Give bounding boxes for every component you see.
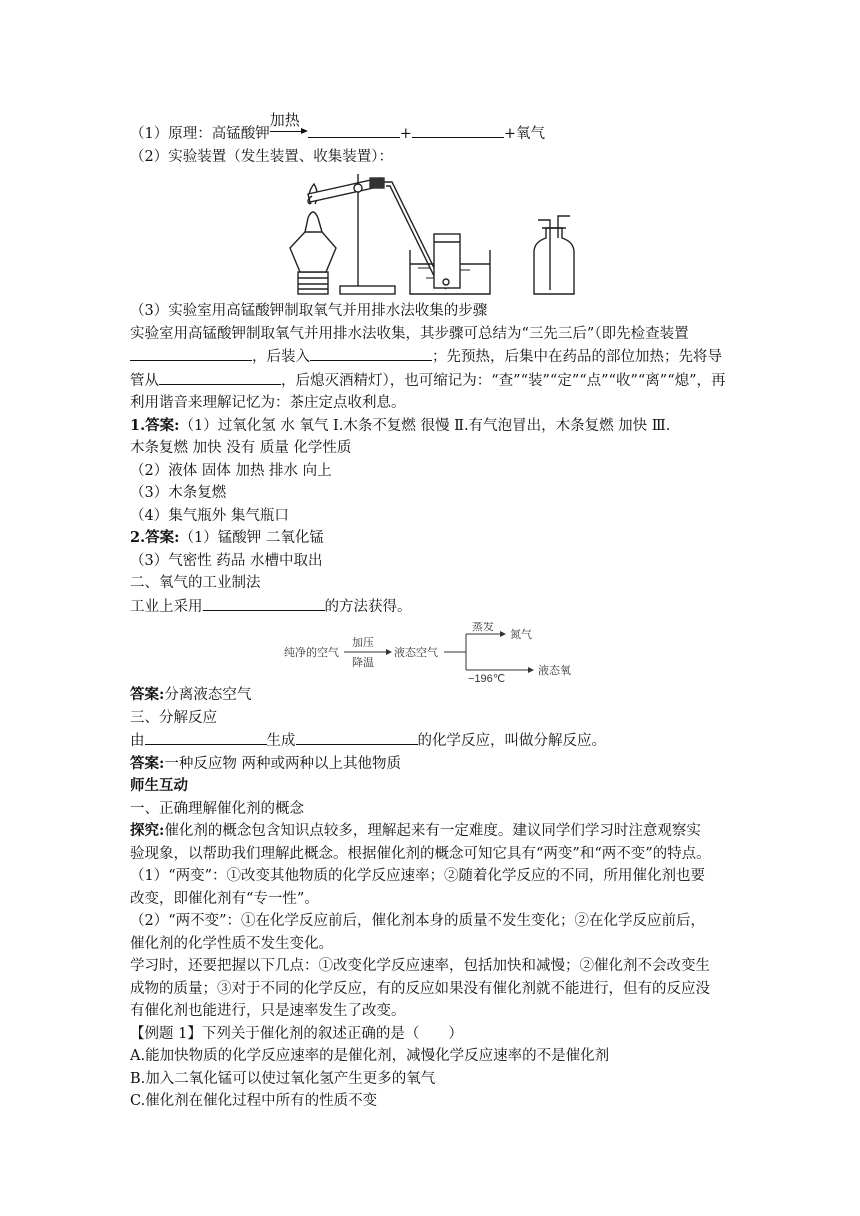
answer-1-text: （1）过氧化氢 水 氧气 Ⅰ.木条不复燃 很慢 Ⅱ.有气泡冒出，木条复燃 加快 Ⅲ. — [179, 417, 671, 434]
explore-text-6: 催化剂的化学性质不发生变化。 — [130, 935, 333, 952]
answer-1 — [130, 415, 730, 438]
answer-2-text-2: （3）气密性 药品 水槽中取出 — [130, 552, 323, 569]
section-interaction-title: 师生互动 — [130, 777, 188, 794]
subsection-catalyst: 一、正确理解催化剂的概念 — [130, 800, 304, 817]
blank-check[interactable] — [130, 345, 252, 361]
option-b[interactable]: B.加入二氧化锰可以使过氧化氢产生更多的氧气 — [130, 1070, 436, 1087]
blank-remove[interactable] — [159, 369, 281, 385]
blank-reactant[interactable] — [145, 729, 267, 745]
industrial-text — [130, 595, 730, 619]
apparatus-heading: （2）实验装置（发生装置、收集装置）： — [130, 148, 393, 165]
plus-sign: + — [399, 126, 412, 142]
answer-label: 答案: — [130, 754, 165, 772]
explore-text-4: 改变，即催化剂有“专一性”。 — [130, 890, 319, 907]
explore-text-1: 催化剂的概念包含知识点较多，理解起来有一定难度。建议同学们学习时注意观察实 — [164, 823, 701, 839]
heating-arrow — [269, 111, 308, 138]
pressure-label: 加压 — [352, 637, 374, 649]
blank-product-2[interactable] — [412, 122, 504, 138]
decomposition-b: 生成 — [266, 733, 296, 749]
explore-text-9: 有催化剂也能进行，只是速率发生了改变。 — [130, 1003, 406, 1019]
air-label: 纯净的空气 — [284, 647, 339, 659]
explore-text-8: 成物的质量；③对于不同的化学反应，有的反应如果没有催化剂就不能进行，但有的反应没 — [130, 980, 710, 997]
example-text: 下列关于催化剂的叙述正确的是（ ） — [201, 1025, 463, 1042]
principle-text: （1）原理：高锰酸钾 — [130, 126, 270, 142]
answer-1-text-3: （2）液体 固体 加热 排水 向上 — [130, 462, 332, 479]
steps-text-2b: ；先预热，后集中在药品的部位加热；先将导 — [432, 349, 722, 365]
option-c[interactable]: C.催化剂在催化过程中所有的性质不变 — [130, 1093, 378, 1109]
explore-label: 探究: — [130, 822, 165, 839]
blank-product-1[interactable] — [308, 122, 400, 138]
explore-text-3: （1）“两变”：①改变其他物质的化学反应速率；②随着化学反应的不同，所用催化剂也要 — [130, 868, 706, 884]
explore-1 — [130, 820, 730, 843]
decomposition-c: 的化学反应，叫做分解反应。 — [417, 733, 606, 749]
answer-4-text: 一种反应物 两种或两种以上其他物质 — [164, 755, 401, 772]
industrial-flow-diagram — [130, 622, 730, 682]
answer-label: 2.答案: — [130, 529, 180, 546]
document-page — [130, 104, 730, 1113]
answer-4 — [130, 753, 730, 776]
blank-products[interactable] — [296, 729, 418, 745]
industrial-text-a: 工业上采用 — [130, 598, 203, 615]
option-a[interactable]: A.能加快物质的化学反应速率的是催化剂，减慢化学反应速率的不是催化剂 — [130, 1048, 610, 1064]
steps-text-3a: 管从 — [130, 372, 159, 389]
principle-line — [130, 111, 730, 146]
answer-2 — [130, 527, 730, 550]
steps-text-3b: ，后熄灭酒精灯），也可缩记为：“查”“装”“定”“点”“收”“离”“熄”，再 — [281, 372, 726, 389]
steps-text-4: 利用谐音来理解记忆为：茶庄定点收利息。 — [130, 395, 406, 411]
cool-label: 降温 — [352, 657, 374, 669]
decomposition-a: 由 — [130, 733, 145, 749]
answer-label: 1.答案: — [130, 416, 180, 434]
example-label: 【例题 1】 — [130, 1025, 202, 1042]
blank-load[interactable] — [310, 345, 432, 361]
steps-text-2 — [130, 345, 730, 369]
explore-text-2: 验现象，以帮助我们理解此概念。根据催化剂的概念可知它具有“两变”和“两不变”的特点。 — [130, 845, 711, 862]
answer-3-text: 分离液态空气 — [164, 687, 252, 703]
answer-1-text-4: （3）木条复燃 — [130, 485, 227, 501]
answer-1-text-2: 木条复燃 加快 没有 质量 化学性质 — [130, 440, 352, 456]
temperature-label: −196℃ — [468, 673, 506, 682]
evaporate-label: 蒸发 — [472, 622, 494, 633]
explore-text-7: 学习时，还要把握以下几点：①改变化学反应速率，包括加快和减慢；②催化剂不会改变生 — [130, 958, 710, 974]
section-industrial-title: 二、氧气的工业制法 — [130, 575, 261, 591]
example-question — [130, 1023, 730, 1046]
nitrogen-label: 氮气 — [510, 629, 532, 641]
steps-text-2a: ，后装入 — [252, 349, 310, 365]
liquid-air-label: 液态空气 — [394, 647, 438, 659]
plus-oxygen: +氧气 — [503, 126, 546, 142]
steps-text-3 — [130, 369, 730, 393]
blank-method[interactable] — [203, 595, 325, 611]
answer-3 — [130, 684, 730, 707]
heating-label: 加热 — [269, 111, 300, 129]
section-decomposition-title: 三、分解反应 — [130, 709, 217, 726]
decomposition-text — [130, 729, 730, 753]
answer-2-text: （1）锰酸钾 二氧化锰 — [179, 530, 324, 546]
apparatus-figure — [130, 168, 730, 300]
answer-label: 答案: — [130, 686, 165, 703]
steps-text-1: 实验室用高锰酸钾制取氧气并用排水法收集，其步骤可总结为“三先三后”（即先检查装置 — [130, 325, 689, 342]
answer-1-text-5: （4）集气瓶外 集气瓶口 — [130, 507, 289, 524]
industrial-text-b: 的方法获得。 — [324, 598, 412, 615]
steps-heading: （3）实验室用高锰酸钾制取氧气并用排水法收集的步骤 — [130, 303, 488, 319]
explore-text-5: （2）“两不变”：①在化学反应前后，催化剂本身的质量不发生变化；②在化学反应前后， — [130, 913, 706, 929]
liquid-oxygen-label: 液态氧 — [538, 665, 571, 677]
